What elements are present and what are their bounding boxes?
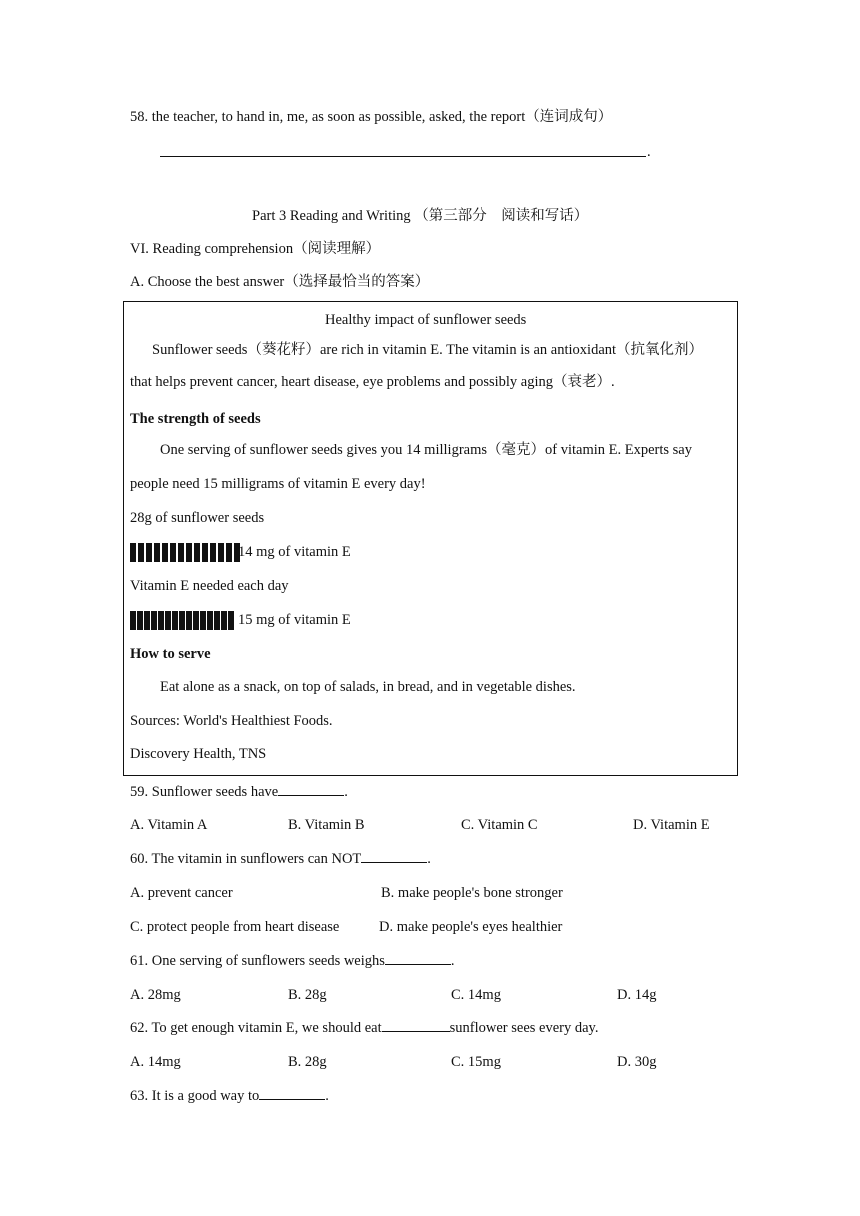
bar2-label: 15 mg of vitamin E [238, 612, 351, 628]
label-needed: Vitamin E needed each day [130, 578, 289, 594]
q62-stem-text: 62. To get enough vitamin E, we should eat [130, 1020, 382, 1036]
vitamin-bar-block [202, 543, 208, 562]
q61-blank[interactable] [385, 963, 451, 965]
vitamin-bar-block [186, 611, 192, 630]
q62-option-c[interactable]: C. 15mg [451, 1054, 501, 1070]
label-seeds: 28g of sunflower seeds [130, 510, 265, 526]
part-title: Part 3 Reading and Writing （第三部分 阅读和写话） [252, 208, 589, 224]
q59-option-b[interactable]: B. Vitamin B [288, 817, 365, 833]
q60-stem [130, 850, 431, 868]
heading-strength: The strength of seeds [130, 411, 261, 427]
vitamin-bar-block [144, 611, 150, 630]
vitamin-bar-block [179, 611, 185, 630]
q60-option-a[interactable]: A. prevent cancer [130, 885, 233, 901]
vitamin-bar-block [154, 543, 160, 562]
q61-stem-text: 61. One serving of sunflowers seeds weighs [130, 953, 385, 969]
vitamin-bar-block [137, 611, 143, 630]
vitamin-bar-block [228, 611, 234, 630]
q61-stem [130, 952, 455, 970]
q61-option-c[interactable]: C. 14mg [451, 987, 501, 1003]
vitamin-bar-block [151, 611, 157, 630]
vitamin-bar-block [130, 611, 136, 630]
q62-option-b[interactable]: B. 28g [288, 1054, 327, 1070]
q62-stem [130, 1019, 598, 1037]
q59-option-c[interactable]: C. Vitamin C [461, 817, 538, 833]
passage-title: Healthy impact of sunflower seeds [325, 312, 527, 328]
q60-blank[interactable] [361, 861, 427, 863]
q58-answer-line[interactable] [160, 156, 646, 157]
q60-stem-text: 60. The vitamin in sunflowers can NOT [130, 851, 362, 867]
vitamin-bar-block [138, 543, 144, 562]
q61-option-d[interactable]: D. 14g [617, 987, 657, 1003]
vitamin-bar-block [146, 543, 152, 562]
vitamin-bar-block [221, 611, 227, 630]
passage-intro-line1: Sunflower seeds（葵花籽）are rich in vitamin E. The vitamin is an antioxidant（抗氧化剂） [152, 342, 704, 358]
q60-option-d[interactable]: D. make people's eyes healthier [379, 919, 563, 935]
strength-line1: One serving of sunflower seeds gives you 14 milligrams（毫克）of vitamin E. Experts say [160, 442, 692, 458]
vitamin-bar-block [165, 611, 171, 630]
vitamin-bar-block [170, 543, 176, 562]
vitamin-bar-block [193, 611, 199, 630]
q62-blank[interactable] [382, 1030, 450, 1032]
q63-stem-text: 63. It is a good way to [130, 1088, 260, 1104]
q59-blank[interactable] [278, 794, 344, 796]
q63-blank[interactable] [259, 1098, 325, 1100]
vitamin-bar-block [162, 543, 168, 562]
strength-line2: people need 15 milligrams of vitamin E every day! [130, 476, 426, 492]
serve-text: Eat alone as a snack, on top of salads, in bread, and in vegetable dishes. [160, 679, 576, 695]
q59-option-d[interactable]: D. Vitamin E [633, 817, 710, 833]
section-title: VI. Reading comprehension（阅读理解） [130, 241, 381, 257]
q60-end: . [427, 851, 431, 867]
vitamin-bar-block [200, 611, 206, 630]
q58-period: . [647, 144, 651, 160]
q61-option-b[interactable]: B. 28g [288, 987, 327, 1003]
vitamin-bar-seeds [130, 543, 240, 562]
q62-end: sunflower sees every day. [449, 1020, 599, 1036]
q60-option-c[interactable]: C. protect people from heart disease [130, 919, 340, 935]
vitamin-bar-block [207, 611, 213, 630]
vitamin-bar-needed [130, 611, 234, 630]
q62-option-a[interactable]: A. 14mg [130, 1054, 181, 1070]
q58-text: 58. the teacher, to hand in, me, as soon as possible, asked, the report（连词成句） [130, 109, 613, 125]
bar1-label: 14 mg of vitamin E [238, 544, 351, 560]
vitamin-bar-block [186, 543, 192, 562]
subsection-title: A. Choose the best answer（选择最恰当的答案） [130, 274, 430, 290]
vitamin-bar-block [178, 543, 184, 562]
q60-option-b[interactable]: B. make people's bone stronger [381, 885, 563, 901]
vitamin-bar-block [214, 611, 220, 630]
vitamin-bar-block [210, 543, 216, 562]
q59-stem [130, 783, 348, 801]
q59-option-a[interactable]: A. Vitamin A [130, 817, 208, 833]
vitamin-bar-block [218, 543, 224, 562]
heading-serve: How to serve [130, 646, 211, 662]
q62-option-d[interactable]: D. 30g [617, 1054, 657, 1070]
q63-end: . [325, 1088, 329, 1104]
passage-intro-line2: that helps prevent cancer, heart disease, eye problems and possibly aging（衰老）. [130, 374, 615, 390]
q61-end: . [450, 953, 455, 969]
vitamin-bar-block [130, 543, 136, 562]
vitamin-bar-block [172, 611, 178, 630]
sources-line1: Sources: World's Healthiest Foods. [130, 713, 333, 729]
vitamin-bar-block [194, 543, 200, 562]
q59-stem-text: 59. Sunflower seeds have [130, 784, 279, 800]
vitamin-bar-block [226, 543, 232, 562]
vitamin-bar-block [158, 611, 164, 630]
sources-line2: Discovery Health, TNS [130, 746, 267, 762]
q63-stem [130, 1087, 329, 1105]
q59-end: . [344, 784, 348, 800]
q61-option-a[interactable]: A. 28mg [130, 987, 181, 1003]
